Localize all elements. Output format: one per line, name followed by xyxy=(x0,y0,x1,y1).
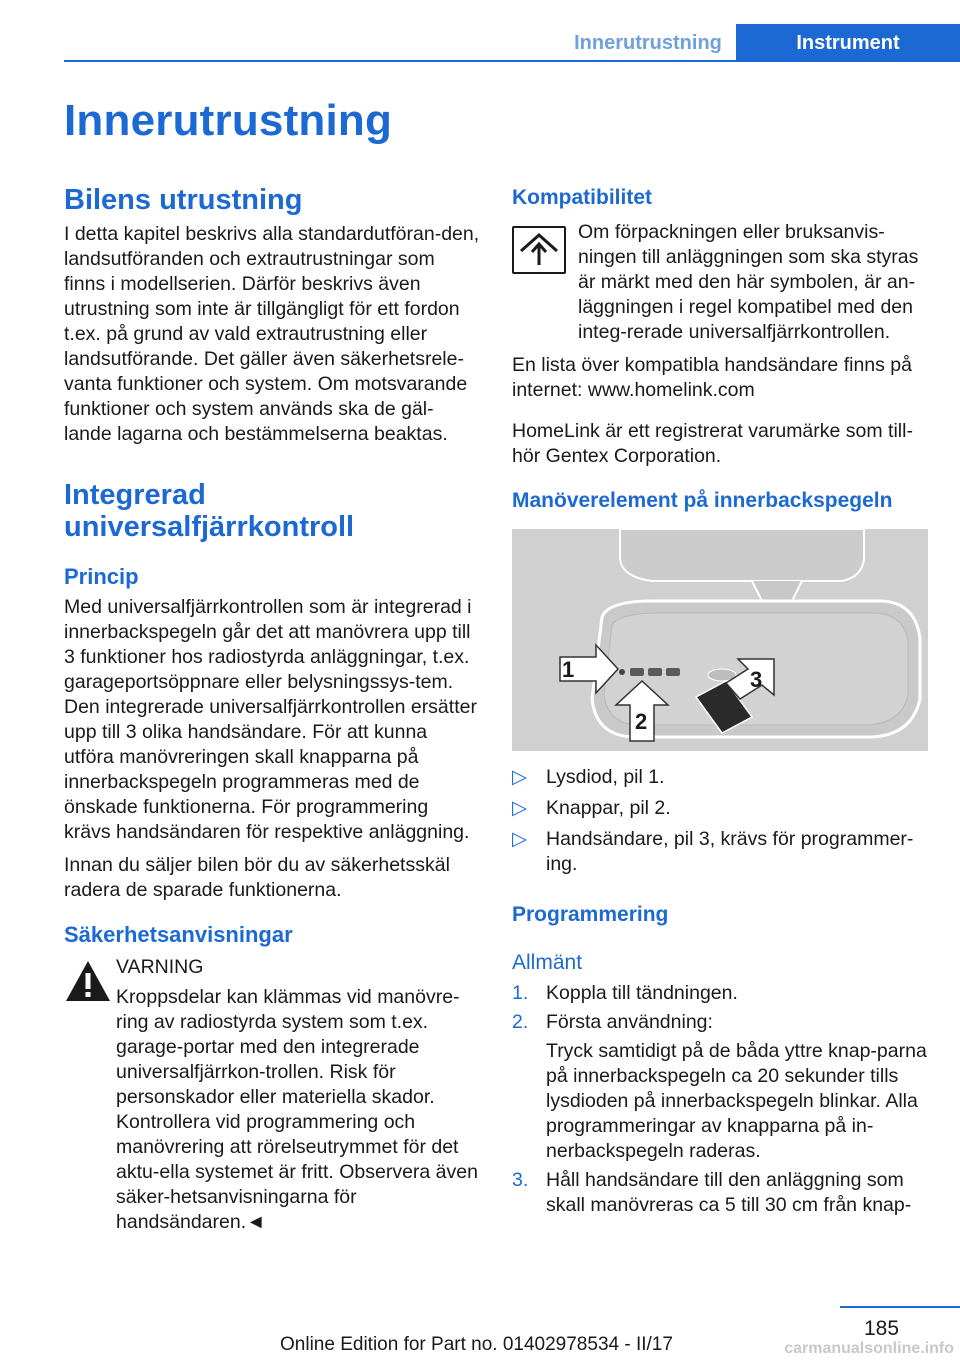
heading-programming: Programmering xyxy=(512,903,669,926)
controls-list xyxy=(512,765,928,877)
heading-principle: Princip xyxy=(64,564,139,589)
footer-rule xyxy=(840,1306,960,1308)
footer-edition: Online Edition for Part no. 01402978534 - II/17 xyxy=(280,1334,673,1355)
left-column xyxy=(64,184,480,1235)
figure-label-2: 2 xyxy=(635,709,648,734)
page-title: Innerutrustning xyxy=(64,96,393,145)
right-column xyxy=(512,184,928,1222)
steps-list xyxy=(512,981,928,1218)
warning-text-first xyxy=(64,985,480,1235)
compatibility-block xyxy=(512,220,928,345)
list-item xyxy=(512,827,928,877)
paragraph-equipment: I detta kapitel beskrivs alla standardutföran-den, landsutföranden och extrautrustningar som finns i modellserien. Därför beskrivs även utrustning som inte är tillgängligt för ett fordon t.ex. på grund av vald extrautrustning eller landsutförande. Det gäller även säkerhetsrele-vanta funktioner och system. Om motsvarande funktioner och system används ska de gäl-lande lagarna och bestämmelserna beaktas. xyxy=(64,223,480,445)
paragraph-principle-2: Innan du säljer bilen bör du av säkerhetsskäl radera de sparade funktionerna. xyxy=(64,854,450,901)
list-item-text: Knappar, pil 2. xyxy=(546,797,671,819)
mirror-figure xyxy=(512,529,928,751)
warning-triangle-icon xyxy=(64,959,112,1003)
paragraph-compatibility-2: En lista över kompatibla handsändare finns på internet: www.homelink.com xyxy=(512,354,912,401)
step-number: 1. xyxy=(512,982,529,1004)
step-subtext: Tryck samtidigt på de båda yttre knap-parna på innerbackspegeln ca 20 sekunder tills lysdioden på innerbackspegeln blinkar. Alla programmeringar av knapparna på in-nerbackspegeln raderas. xyxy=(546,1040,927,1162)
list-item xyxy=(512,765,928,790)
warning-text: Kroppsdelar kan klämmas vid manövre-ring av radiostyrda system som t.ex. garage-portar med den integrerade universalfjärrkon-trollen. Risk för personskador eller materiella skador. Kontrollera vid programmering och manövrering att rörelseutrymmet för det aktu-ella systemet är fritt. Observera även säker-hetsanvisningarna för handsändaren.◄ xyxy=(116,986,478,1233)
header-rule xyxy=(64,60,960,62)
heading-equipment: Bilens utrustning xyxy=(64,184,303,216)
bullet-marker: ▷ xyxy=(512,828,527,850)
paragraph-compatibility-3: HomeLink är ett registrerat varumärke som till-hör Gentex Corporation. xyxy=(512,420,913,467)
heading-safety: Säkerhetsanvisningar xyxy=(64,922,293,947)
bullet-marker: ▷ xyxy=(512,766,527,788)
header-chapter-tab: Instrument xyxy=(736,24,960,62)
step-item xyxy=(512,981,928,1006)
warning-label: VARNING xyxy=(116,956,204,978)
heading-integrated-remote: Integrerad universalfjärrkontroll xyxy=(64,479,355,543)
compatibility-symbol-icon xyxy=(512,226,566,274)
heading-general: Allmänt xyxy=(512,951,583,974)
paragraph-compatibility-1: Om förpackningen eller bruksanvis-ningen till anläggningen som ska styras är märkt med den här symbolen, är an-läggningen i regel kompatibel med den integ-rerade universalfjärrkontrollen. xyxy=(578,221,919,343)
heading-mirror-controls: Manöverelement på innerbackspegeln xyxy=(512,489,893,512)
watermark: carmanualsonline.info xyxy=(784,1340,954,1357)
header-section-tab: Innerutrustning xyxy=(574,32,722,54)
paragraph-principle-1: Med universalfjärrkontrollen som är integrerad i innerbackspegeln går det att manövrera upp till 3 funktioner hos radiostyrda anläggningar, t.ex. garageportsöppnare eller belysningssys-tem. Den integrerade universalfjärrkontrollen ersätter upp till 3 olika handsändare. För att kunna utföra manövreringen skall knapparna på innerbackspegeln programmeras med de önskade funktionerna. För programmering krävs handsändaren för respektive anläggning. xyxy=(64,596,477,843)
figure-label-1: 1 xyxy=(562,657,575,682)
figure-label-3: 3 xyxy=(750,667,763,692)
step-text: Håll handsändare till den anläggning som skall manövreras ca 5 till 30 cm från knap- xyxy=(546,1169,912,1216)
warning-block xyxy=(64,955,480,1235)
step-number: 3. xyxy=(512,1169,529,1191)
mirror-illustration xyxy=(512,529,928,751)
list-item-text: Handsändare, pil 3, krävs för programmer-ing. xyxy=(546,828,914,875)
heading-compatibility: Kompatibilitet xyxy=(512,186,652,209)
list-item xyxy=(512,796,928,821)
step-text: Första användning: xyxy=(546,1011,713,1033)
step-item xyxy=(512,1010,928,1164)
step-number: 2. xyxy=(512,1011,529,1033)
step-item xyxy=(512,1168,928,1218)
bullet-marker: ▷ xyxy=(512,797,527,819)
step-text: Koppla till tändningen. xyxy=(546,982,738,1004)
list-item-text: Lysdiod, pil 1. xyxy=(546,766,665,788)
page-number: 185 xyxy=(864,1317,900,1340)
